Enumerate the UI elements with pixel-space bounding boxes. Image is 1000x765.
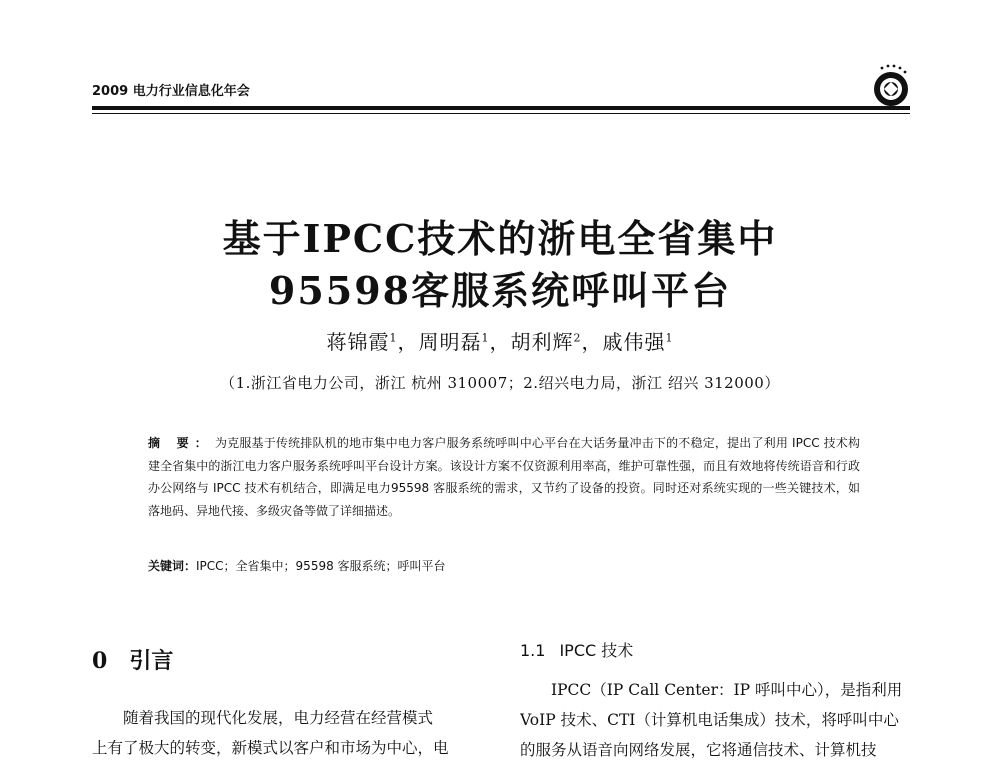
author-list: 蒋锦霞$^1$，周明磊$^1$，胡利辉$^2$，戚伟强$^1$ <box>326 330 674 354</box>
abstract <box>148 432 860 522</box>
body-line: 随着我国的现代化发展，电力经营在经营模式 <box>123 709 434 727</box>
conference-header: 2009 电力行业信息化年会 <box>92 84 250 99</box>
author-name: 胡利辉 <box>510 330 574 354</box>
paper-title-line-2: 95598客服系统呼叫平台 <box>268 268 732 313</box>
header-rule-thick <box>92 106 910 110</box>
section-number: 1.1 <box>520 641 546 660</box>
body-line: 上有了极大的转变，新模式以客户和市场为中心，电 <box>92 739 449 757</box>
conference-logo-icon <box>866 62 916 108</box>
author-name: 周明磊 <box>418 330 482 354</box>
author-affiliation-mark: 2 <box>573 331 582 345</box>
body-line: VoIP 技术、CTI（计算机电话集成）技术，将呼叫中心 <box>520 711 899 729</box>
section-heading-1-1 <box>520 638 633 661</box>
author-affiliation-mark: 1 <box>665 331 674 345</box>
keywords-text: IPCC；全省集中；95598 客服系统；呼叫平台 <box>196 559 446 573</box>
body-line: IPCC（IP Call Center：IP 呼叫中心），是指利用 <box>551 681 903 699</box>
author-affiliation-mark: 1 <box>389 331 398 345</box>
abstract-text: 为克服基于传统排队机的地市集中电力客户服务系统呼叫中心平台在大话务量冲击下的不稳定，提出了利用 IPCC 技术构建全省集中的浙江电力客户服务系统呼叫平台设计方案。该设计方案不仅资源利用率高，维护可靠性强，而且有效地将传统语音和行政办公网络与 IPCC 技术有机结合，即满足电力95598 客服系统的需求，又节约了设备的投资。同时还对系统实现的一些关键技术，如落地码、异地代接、多级灾备等做了详细描述。 <box>148 436 860 518</box>
ipcc-body <box>520 675 918 765</box>
affiliations: （1.浙江省电力公司，浙江 杭州 310007；2.绍兴电力局，浙江 绍兴 312000） <box>220 374 780 392</box>
author-affiliation-mark: 1 <box>481 331 490 345</box>
keywords <box>148 557 860 574</box>
abstract-label: 摘 要： <box>148 436 213 450</box>
section-heading-intro <box>92 644 173 675</box>
section-number: 0 <box>92 648 108 674</box>
intro-body <box>92 703 492 763</box>
paper-title-line-1: 基于IPCC技术的浙电全省集中 <box>222 216 778 261</box>
section-title: IPCC 技术 <box>559 641 634 660</box>
section-title: 引言 <box>129 648 174 674</box>
author-name: 戚伟强 <box>602 330 666 354</box>
author-name: 蒋锦霞 <box>326 330 390 354</box>
body-line: 的服务从语音向网络发展，它将通信技术、计算机技 <box>520 741 877 759</box>
header-rule-thin <box>92 113 910 114</box>
keywords-label: 关键词： <box>148 559 197 573</box>
